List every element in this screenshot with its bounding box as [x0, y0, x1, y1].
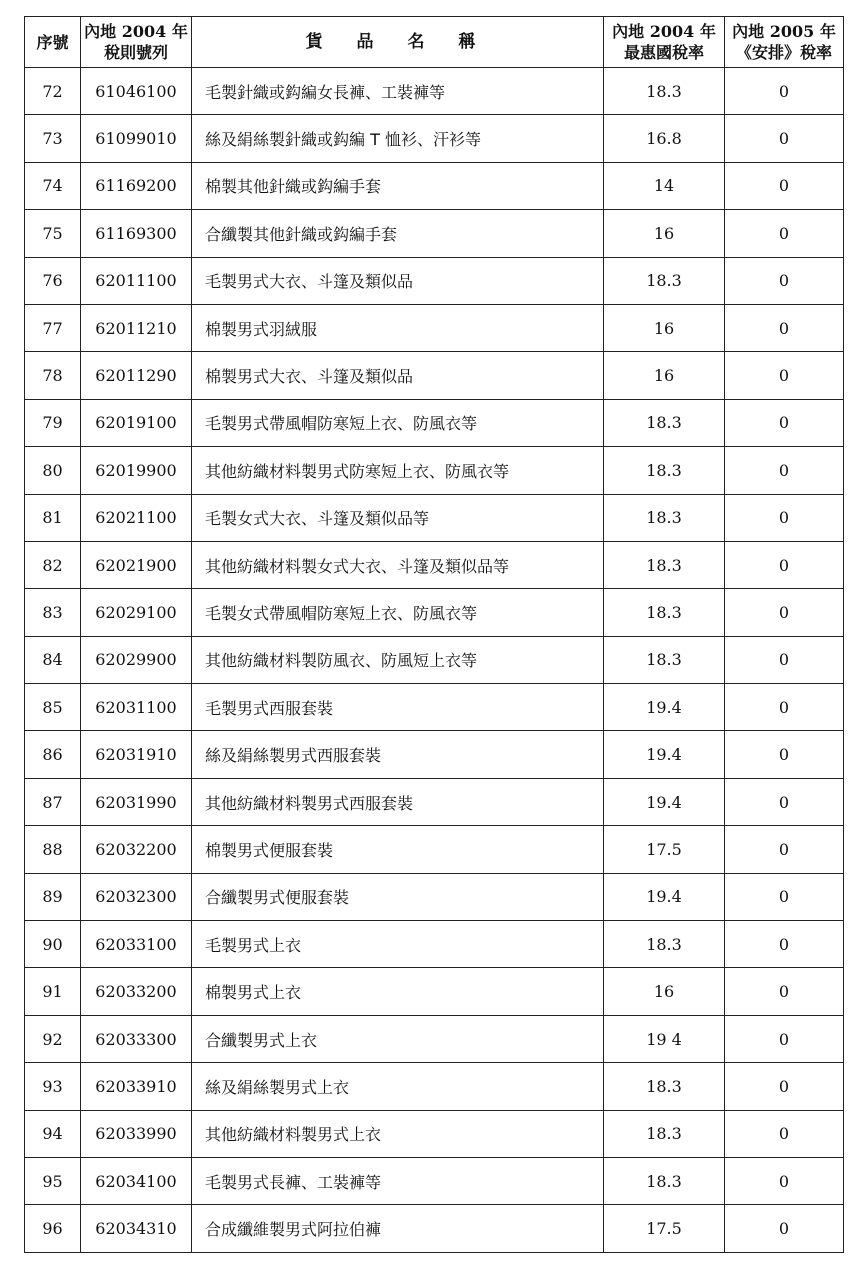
cell-seq: 79: [25, 399, 81, 446]
table-row: [25, 162, 844, 209]
cell-goods-name: 棉製其他針織或鈎編手套: [192, 162, 604, 209]
header-rate2005-line2: 《安排》稅率: [735, 43, 832, 62]
cell-rate-2005: 0: [725, 115, 844, 162]
table-row: [25, 494, 844, 541]
table-row: [25, 1063, 844, 1110]
cell-seq: 89: [25, 873, 81, 920]
cell-rate-2005: 0: [725, 636, 844, 683]
cell-goods-name: 棉製男式便服套裝: [192, 826, 604, 873]
cell-rate-2004: 16: [604, 304, 725, 351]
cell-seq: 86: [25, 731, 81, 778]
header-name-label: 貨 品 名 稱: [305, 32, 490, 52]
header-rate2005-line1: 內地 2005 年: [732, 22, 836, 41]
cell-seq: 84: [25, 636, 81, 683]
table-row: [25, 541, 844, 588]
cell-tariff-code: 62033990: [81, 1110, 192, 1157]
cell-tariff-code: 62019900: [81, 447, 192, 494]
cell-rate-2004: 18.3: [604, 399, 725, 446]
cell-seq: 74: [25, 162, 81, 209]
table-row: [25, 1110, 844, 1157]
cell-goods-name: 其他紡織材料製防風衣、防風短上衣等: [192, 636, 604, 683]
cell-rate-2005: 0: [725, 968, 844, 1015]
cell-rate-2004: 16.8: [604, 115, 725, 162]
tariff-table-container: [24, 16, 838, 1253]
cell-rate-2004: 16: [604, 352, 725, 399]
cell-goods-name: 絲及絹絲製男式西服套裝: [192, 731, 604, 778]
cell-rate-2004: 19.4: [604, 873, 725, 920]
cell-rate-2005: 0: [725, 352, 844, 399]
cell-seq: 81: [25, 494, 81, 541]
cell-rate-2005: 0: [725, 684, 844, 731]
table-row: [25, 731, 844, 778]
cell-tariff-code: 62032300: [81, 873, 192, 920]
table-row: [25, 921, 844, 968]
cell-goods-name: 棉製男式大衣、斗篷及類似品: [192, 352, 604, 399]
cell-rate-2004: 17.5: [604, 1205, 725, 1252]
header-rate2004-line2: 最惠國稅率: [623, 43, 704, 62]
cell-rate-2005: 0: [725, 399, 844, 446]
cell-rate-2005: 0: [725, 447, 844, 494]
cell-seq: 76: [25, 257, 81, 304]
cell-rate-2005: 0: [725, 210, 844, 257]
cell-goods-name: 毛製針織或鈎編女長褲、工裝褲等: [192, 68, 604, 115]
cell-goods-name: 棉製男式上衣: [192, 968, 604, 1015]
table-row: [25, 826, 844, 873]
table-row: [25, 1015, 844, 1062]
table-row: [25, 210, 844, 257]
cell-tariff-code: 61099010: [81, 115, 192, 162]
cell-tariff-code: 62029900: [81, 636, 192, 683]
cell-rate-2005: 0: [725, 1063, 844, 1110]
header-rate2004-line1: 內地 2004 年: [612, 22, 716, 41]
cell-rate-2005: 0: [725, 921, 844, 968]
cell-rate-2004: 14: [604, 162, 725, 209]
cell-goods-name: 其他紡織材料製男式防寒短上衣、防風衣等: [192, 447, 604, 494]
cell-rate-2004: 18.3: [604, 636, 725, 683]
cell-seq: 88: [25, 826, 81, 873]
cell-goods-name: 其他紡織材料製男式西服套裝: [192, 778, 604, 825]
cell-rate-2005: 0: [725, 257, 844, 304]
table-row: [25, 68, 844, 115]
table-row: [25, 684, 844, 731]
header-seq-label: 序號: [36, 32, 69, 52]
table-row: [25, 778, 844, 825]
cell-tariff-code: 62031910: [81, 731, 192, 778]
cell-goods-name: 絲及絹絲製針織或鈎編 T 恤衫、汗衫等: [192, 115, 604, 162]
cell-rate-2005: 0: [725, 541, 844, 588]
cell-rate-2005: 0: [725, 1157, 844, 1204]
cell-seq: 77: [25, 304, 81, 351]
cell-rate-2004: 18.3: [604, 1110, 725, 1157]
cell-tariff-code: 62021100: [81, 494, 192, 541]
cell-rate-2005: 0: [725, 731, 844, 778]
cell-goods-name: 絲及絹絲製男式上衣: [192, 1063, 604, 1110]
cell-rate-2005: 0: [725, 162, 844, 209]
cell-rate-2005: 0: [725, 1015, 844, 1062]
header-seq: [25, 17, 81, 68]
table-row: [25, 589, 844, 636]
cell-rate-2004: 19.4: [604, 684, 725, 731]
table-row: [25, 447, 844, 494]
header-code-line2: 稅則號列: [103, 43, 168, 62]
table-row: [25, 352, 844, 399]
cell-tariff-code: 61169300: [81, 210, 192, 257]
cell-goods-name: 毛製男式西服套裝: [192, 684, 604, 731]
cell-seq: 72: [25, 68, 81, 115]
header-code-line1: 內地 2004 年: [84, 22, 188, 41]
cell-tariff-code: 62031100: [81, 684, 192, 731]
table-body: [25, 68, 844, 1253]
cell-goods-name: 合纖製其他針織或鈎編手套: [192, 210, 604, 257]
cell-rate-2004: 19 4: [604, 1015, 725, 1062]
cell-tariff-code: 61169200: [81, 162, 192, 209]
cell-tariff-code: 62011100: [81, 257, 192, 304]
table-row: [25, 1157, 844, 1204]
cell-goods-name: 其他紡織材料製女式大衣、斗篷及類似品等: [192, 541, 604, 588]
cell-goods-name: 合纖製男式上衣: [192, 1015, 604, 1062]
table-row: [25, 399, 844, 446]
cell-rate-2005: 0: [725, 826, 844, 873]
table-row: [25, 636, 844, 683]
cell-tariff-code: 62034100: [81, 1157, 192, 1204]
cell-rate-2005: 0: [725, 68, 844, 115]
cell-rate-2004: 18.3: [604, 921, 725, 968]
cell-rate-2004: 18.3: [604, 541, 725, 588]
tariff-table: [24, 16, 844, 1253]
cell-goods-name: 毛製男式大衣、斗篷及類似品: [192, 257, 604, 304]
cell-seq: 73: [25, 115, 81, 162]
cell-goods-name: 棉製男式羽絨服: [192, 304, 604, 351]
cell-rate-2004: 17.5: [604, 826, 725, 873]
header-tariff-code: [81, 17, 192, 68]
cell-rate-2005: 0: [725, 1110, 844, 1157]
cell-goods-name: 毛製女式大衣、斗篷及類似品等: [192, 494, 604, 541]
cell-seq: 80: [25, 447, 81, 494]
cell-rate-2005: 0: [725, 873, 844, 920]
header-goods-name: [192, 17, 604, 68]
cell-tariff-code: 62029100: [81, 589, 192, 636]
cell-seq: 83: [25, 589, 81, 636]
cell-tariff-code: 62031990: [81, 778, 192, 825]
table-row: [25, 968, 844, 1015]
table-header: [25, 17, 844, 68]
cell-tariff-code: 62033300: [81, 1015, 192, 1062]
cell-tariff-code: 62021900: [81, 541, 192, 588]
table-row: [25, 257, 844, 304]
header-rate-2004: [604, 17, 725, 68]
cell-tariff-code: 62034310: [81, 1205, 192, 1252]
table-row: [25, 115, 844, 162]
table-row: [25, 873, 844, 920]
cell-seq: 75: [25, 210, 81, 257]
cell-goods-name: 其他紡織材料製男式上衣: [192, 1110, 604, 1157]
cell-goods-name: 合成纖維製男式阿拉伯褲: [192, 1205, 604, 1252]
cell-tariff-code: 62033100: [81, 921, 192, 968]
header-rate-2005: [725, 17, 844, 68]
cell-seq: 82: [25, 541, 81, 588]
cell-seq: 91: [25, 968, 81, 1015]
cell-rate-2004: 19.4: [604, 731, 725, 778]
cell-seq: 93: [25, 1063, 81, 1110]
cell-seq: 96: [25, 1205, 81, 1252]
cell-rate-2004: 16: [604, 210, 725, 257]
cell-rate-2004: 18.3: [604, 494, 725, 541]
cell-goods-name: 毛製男式長褲、工裝褲等: [192, 1157, 604, 1204]
cell-rate-2004: 16: [604, 968, 725, 1015]
cell-tariff-code: 62033910: [81, 1063, 192, 1110]
cell-rate-2004: 18.3: [604, 447, 725, 494]
cell-seq: 78: [25, 352, 81, 399]
cell-rate-2005: 0: [725, 494, 844, 541]
cell-tariff-code: 62019100: [81, 399, 192, 446]
cell-goods-name: 合纖製男式便服套裝: [192, 873, 604, 920]
cell-seq: 85: [25, 684, 81, 731]
cell-tariff-code: 61046100: [81, 68, 192, 115]
cell-rate-2004: 18.3: [604, 257, 725, 304]
header-row: [25, 17, 844, 68]
cell-tariff-code: 62011210: [81, 304, 192, 351]
cell-tariff-code: 62011290: [81, 352, 192, 399]
cell-tariff-code: 62033200: [81, 968, 192, 1015]
cell-seq: 95: [25, 1157, 81, 1204]
cell-seq: 94: [25, 1110, 81, 1157]
cell-seq: 87: [25, 778, 81, 825]
table-row: [25, 1205, 844, 1252]
cell-rate-2004: 18.3: [604, 1063, 725, 1110]
cell-rate-2004: 19.4: [604, 778, 725, 825]
cell-rate-2004: 18.3: [604, 589, 725, 636]
cell-rate-2005: 0: [725, 589, 844, 636]
cell-rate-2004: 18.3: [604, 1157, 725, 1204]
cell-rate-2005: 0: [725, 1205, 844, 1252]
cell-goods-name: 毛製男式上衣: [192, 921, 604, 968]
cell-seq: 90: [25, 921, 81, 968]
cell-rate-2004: 18.3: [604, 68, 725, 115]
cell-rate-2005: 0: [725, 778, 844, 825]
table-row: [25, 304, 844, 351]
cell-tariff-code: 62032200: [81, 826, 192, 873]
cell-goods-name: 毛製男式帶風帽防寒短上衣、防風衣等: [192, 399, 604, 446]
cell-goods-name: 毛製女式帶風帽防寒短上衣、防風衣等: [192, 589, 604, 636]
cell-seq: 92: [25, 1015, 81, 1062]
cell-rate-2005: 0: [725, 304, 844, 351]
